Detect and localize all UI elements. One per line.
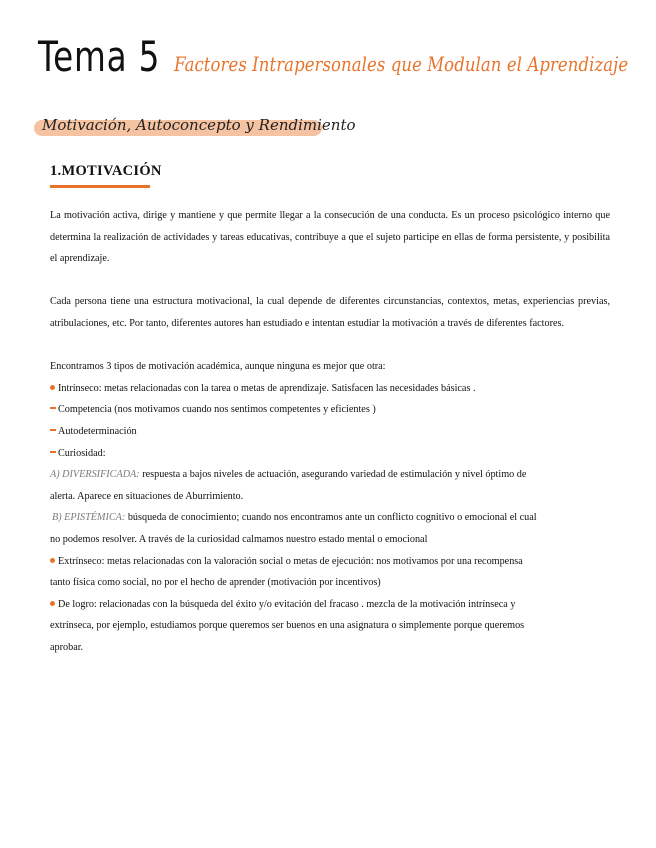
- dash-bullet-icon: [50, 407, 56, 409]
- bullet-dot-icon: [50, 601, 55, 606]
- paragraph-structure: Cada persona tiene una estructura motivacional, la cual depende de diferentes circunstancias, contextos, metas, experiencias previas, atribulaciones, etc. Por tanto, diferentes autores han estudiado e intentan estudiar la motivación a través de diferentes factores.: [50, 296, 610, 329]
- list-item-competencia: Competencia (nos motivamos cuando nos sentimos competentes y eficientes ): [50, 399, 610, 421]
- list-item-autodeterminacion: Autodeterminación: [50, 421, 610, 443]
- document-body: [50, 205, 610, 658]
- dash-bullet-icon: [50, 429, 56, 431]
- list-item-curiosidad: Curiosidad:: [50, 443, 610, 465]
- list-item-extrinseco-cont: tanto física como social, no por el hecho de aprender (motivación por incentivos): [50, 577, 381, 589]
- bullet-dot-icon: [50, 385, 55, 390]
- section-title: 1.MOTIVACIÓN: [50, 163, 162, 179]
- curiosity-epistemica-cont: no podemos resolver. A través de la curiosidad calmamos nuestro estado mental o emocional: [50, 533, 428, 545]
- curiosity-diversificada: A) DIVERSIFICADA: respuesta a bajos niveles de actuación, asegurando variedad de estimulación y nivel óptimo de: [50, 469, 527, 481]
- curiosity-epistemica: B) EPISTÉMICA: búsqueda de conocimiento; cuando nos encontramos ante un conflicto cognitivo o emocional el cual: [52, 512, 537, 524]
- list-item-extrinseco: Extrínseco: metas relacionadas con la valoración social o metas de ejecución: nos motivamos por una recompensa: [50, 551, 610, 573]
- curiosity-diversificada-cont: alerta. Aparece en situaciones de Aburrimiento.: [50, 490, 244, 502]
- highlight-banner: [38, 116, 356, 134]
- paragraph-definition: La motivación activa, dirige y mantiene y que permite llegar a la consecución de una conducta. Es un proceso psicológico interno que determina la realización de actividades y tareas educativas, contribuye a que el sujeto participe en ellas de forma persistente, y posibilita el aprendizaje.: [50, 210, 610, 265]
- topic-number: Tema 5: [38, 32, 161, 81]
- epistemica-label: B) EPISTÉMICA:: [52, 512, 126, 524]
- bullet-dot-icon: [50, 558, 55, 563]
- diversificada-label: A) DIVERSIFICADA:: [50, 469, 140, 481]
- list-item-logro-end: aprobar.: [50, 641, 84, 653]
- list-item-logro-cont: extrínseca, por ejemplo, estudiamos porque queremos ser buenos en una asignatura o simplemente porque queremos: [50, 620, 525, 632]
- section-underline: [50, 185, 150, 188]
- title-row: [38, 32, 628, 81]
- types-intro: Encontramos 3 tipos de motivación académica, aunque ninguna es mejor que otra:: [50, 361, 386, 373]
- list-item-intrinseco: Intrínseco: metas relacionadas con la tarea o metas de aprendizaje. Satisfacen las necesidades básicas .: [50, 378, 610, 400]
- section-heading: [50, 163, 162, 188]
- banner-text: Motivación, Autoconcepto y Rendimiento: [42, 116, 356, 134]
- dash-bullet-icon: [50, 451, 56, 453]
- list-item-logro: De logro: relacionadas con la búsqueda del éxito y/o evitación del fracaso . mezcla de la motivación intrínseca y: [50, 594, 610, 616]
- topic-title: Factores Intrapersonales que Modulan el Aprendizaje: [174, 53, 629, 76]
